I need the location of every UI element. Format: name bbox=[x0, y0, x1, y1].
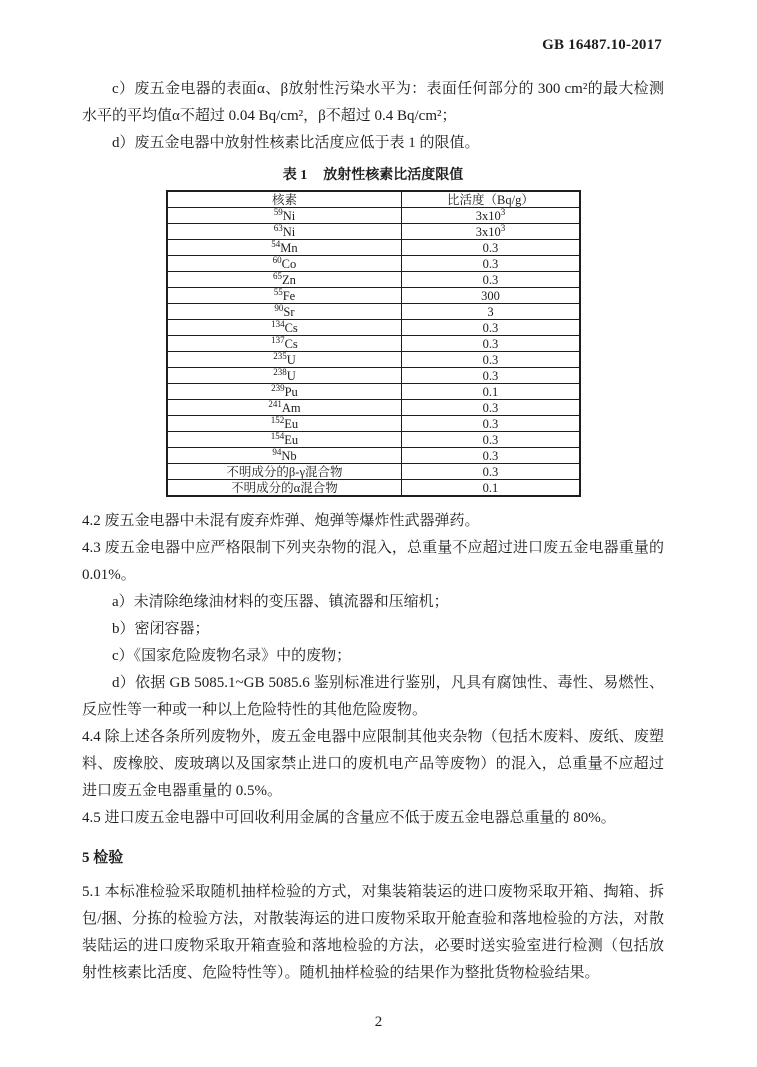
nuclide-cell: $^{90}$Sr bbox=[167, 304, 402, 320]
column-header-nuclide: 核素 bbox=[167, 191, 402, 208]
section-5-heading: 5 检验 bbox=[82, 850, 124, 866]
limit-cell: 0.1 bbox=[402, 384, 580, 400]
nuclide-cell: $^{55}$Fe bbox=[167, 288, 402, 304]
table-row bbox=[167, 320, 580, 336]
clause-4-3-a: a）未清除绝缘油材料的变压器、镇流器和压缩机； bbox=[112, 594, 449, 610]
nuclide-cell: $^{238}$U bbox=[167, 368, 402, 384]
table-row bbox=[167, 400, 580, 416]
limit-cell: $3x10^3$ bbox=[402, 208, 580, 224]
limit-cell: 0.3 bbox=[402, 320, 580, 336]
table-caption-label: 表 1 bbox=[282, 168, 308, 183]
nuclide-limit-table bbox=[166, 190, 581, 497]
table-row bbox=[167, 432, 580, 448]
nuclide-cell: $^{54}$Mn bbox=[167, 240, 402, 256]
limit-cell: $3x10^3$ bbox=[402, 224, 580, 240]
limit-cell: 0.3 bbox=[402, 464, 580, 480]
limit-cell: 0.3 bbox=[402, 256, 580, 272]
nuclide-cell: $^{60}$Co bbox=[167, 256, 402, 272]
clause-4-3-c: c）《国家危险废物名录》中的废物； bbox=[112, 648, 352, 664]
table-row bbox=[167, 304, 580, 320]
nuclide-cell: $^{94}$Nb bbox=[167, 448, 402, 464]
table-header-row bbox=[167, 191, 580, 208]
table-row bbox=[167, 416, 580, 432]
limit-cell: 0.1 bbox=[402, 480, 580, 497]
clause-5-1: 5.1 本标准检验采取随机抽样检验的方式，对集装箱装运的进口废物采取开箱、掏箱、拆包/捆、分拣的检验方法，对散装海运的进口废物采取开舱查验和落地检验的方法，对散装陆运的进口废物采取开箱查验和落地检验的方法，必要时送实验室进行检测（包括放射性核素比活度、危险特性等）。随机抽样检验的结果作为整批货物检验结果。 bbox=[82, 884, 664, 981]
nuclide-cell: 不明成分的β-γ混合物 bbox=[167, 464, 402, 480]
nuclide-cell: $^{154}$Eu bbox=[167, 432, 402, 448]
limit-cell: 0.3 bbox=[402, 448, 580, 464]
limit-cell: 300 bbox=[402, 288, 580, 304]
clause-4-1-c: c）废五金电器的表面α、β放射性污染水平为：表面任何部分的 300 cm²的最大检测水平的平均值α不超过 0.04 Bq/cm²，β不超过 0.4 Bq/cm²； bbox=[82, 81, 664, 124]
clause-4-2: 4.2 废五金电器中未混有废弃炸弹、炮弹等爆炸性武器弹药。 bbox=[82, 513, 480, 529]
clause-4-3-b: b）密闭容器； bbox=[112, 621, 210, 637]
limit-cell: 0.3 bbox=[402, 368, 580, 384]
table-row bbox=[167, 272, 580, 288]
limit-cell: 0.3 bbox=[402, 352, 580, 368]
nuclide-cell: $^{134}$Cs bbox=[167, 320, 402, 336]
limit-cell: 0.3 bbox=[402, 400, 580, 416]
table-row bbox=[167, 336, 580, 352]
limit-cell: 0.3 bbox=[402, 272, 580, 288]
nuclide-cell: $^{63}$Ni bbox=[167, 224, 402, 240]
limit-cell: 0.3 bbox=[402, 432, 580, 448]
table-row bbox=[167, 480, 580, 497]
table-row bbox=[167, 384, 580, 400]
table-caption-title: 放射性核素比活度限值 bbox=[323, 168, 464, 183]
table-row bbox=[167, 224, 580, 240]
nuclide-cell: $^{59}$Ni bbox=[167, 208, 402, 224]
nuclide-cell: $^{65}$Zn bbox=[167, 272, 402, 288]
nuclide-cell: 不明成分的α混合物 bbox=[167, 480, 402, 497]
table-row bbox=[167, 464, 580, 480]
standard-code: GB 16487.10-2017 bbox=[542, 37, 662, 53]
nuclide-cell: $^{137}$Cs bbox=[167, 336, 402, 352]
clause-4-4: 4.4 除上述各条所列废物外，废五金电器中应限制其他夹杂物（包括木废料、废纸、废塑料、废橡胶、废玻璃以及国家禁止进口的废机电产品等废物）的混入，总重量不应超过进口废五金电器重量的 0.5%。 bbox=[82, 729, 664, 799]
limit-cell: 0.3 bbox=[402, 336, 580, 352]
nuclide-cell: $^{152}$Eu bbox=[167, 416, 402, 432]
table-caption bbox=[82, 166, 664, 186]
table-row bbox=[167, 208, 580, 224]
nuclide-cell: $^{235}$U bbox=[167, 352, 402, 368]
table-row bbox=[167, 240, 580, 256]
page-body bbox=[82, 76, 664, 987]
nuclide-cell: $^{241}$Am bbox=[167, 400, 402, 416]
table-row bbox=[167, 368, 580, 384]
column-header-limit: 比活度（Bq/g） bbox=[402, 191, 580, 208]
nuclide-cell: $^{239}$Pu bbox=[167, 384, 402, 400]
table-row bbox=[167, 352, 580, 368]
clause-4-3-d: d）依据 GB 5085.1~GB 5085.6 鉴别标准进行鉴别，凡具有腐蚀性、毒性、易燃性、反应性等一种或一种以上危险特性的其他危险废物。 bbox=[82, 675, 664, 718]
nuclide-table-body bbox=[167, 208, 580, 497]
clause-4-5: 4.5 进口废五金电器中可回收利用金属的含量应不低于废五金电器总重量的 80%。 bbox=[82, 810, 616, 826]
page-number: 2 bbox=[374, 1014, 383, 1030]
table-row bbox=[167, 256, 580, 272]
clause-4-1-d: d）废五金电器中放射性核素比活度应低于表 1 的限值。 bbox=[112, 135, 480, 151]
clause-4-3: 4.3 废五金电器中应严格限制下列夹杂物的混入，总重量不应超过进口废五金电器重量的 0.01%。 bbox=[82, 540, 664, 583]
limit-cell: 3 bbox=[402, 304, 580, 320]
limit-cell: 0.3 bbox=[402, 240, 580, 256]
table-row bbox=[167, 288, 580, 304]
table-row bbox=[167, 448, 580, 464]
limit-cell: 0.3 bbox=[402, 416, 580, 432]
